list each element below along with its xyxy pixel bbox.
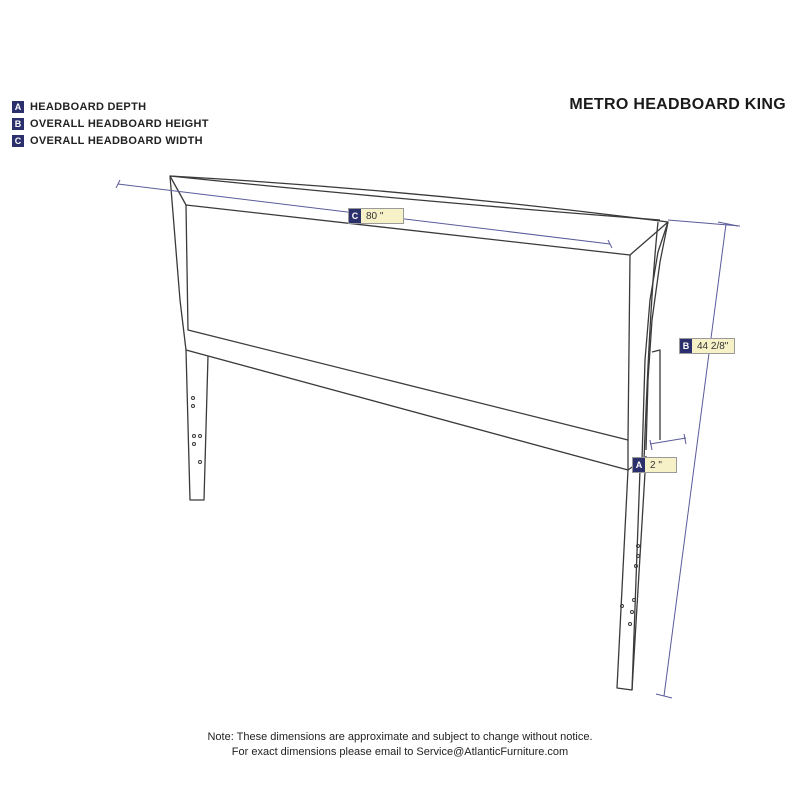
leg-hole [621,605,624,608]
leg-hole [637,545,640,548]
depth-callout [632,457,677,473]
depth-dimension-line [650,438,686,444]
height-extension-top [668,220,740,226]
height-callout [679,338,735,354]
leg-hole [629,623,632,626]
legend-key-c: C [12,135,24,147]
headboard-inner-panel [186,205,630,440]
leg-hole [193,435,196,438]
leg-hole [631,611,634,614]
headboard-outer-frame [170,176,668,470]
legend-key-a: A [12,101,24,113]
legend-key-b: B [12,118,24,130]
leg-hole [637,555,640,558]
width-callout-value: 80 " [366,210,384,222]
width-callout [348,208,404,224]
disclaimer-note [0,730,800,760]
legend-label-height: OVERALL HEADBOARD HEIGHT [30,117,209,130]
depth-callout-value: 2 " [650,459,662,471]
back-post [652,350,660,440]
leg-hole [192,397,195,400]
height-callout-key: B [680,339,692,353]
width-callout-key: C [349,209,361,223]
depth-callout-key: A [633,458,645,472]
leg-hole [193,443,196,446]
legend-label-width: OVERALL HEADBOARD WIDTH [30,134,203,147]
left-leg [186,350,208,500]
headboard-top-rail [170,176,660,220]
leg-hole [199,461,202,464]
page-title: METRO HEADBOARD KING [569,96,786,113]
right-leg [617,456,646,690]
depth-tick-right [684,434,686,444]
leg-hole [199,435,202,438]
leg-hole [633,599,636,602]
leg-hole [192,405,195,408]
depth-tick-left [650,440,652,450]
legend-label-depth: HEADBOARD DEPTH [30,100,147,113]
note-line-1: Note: These dimensions are approximate and subject to change without notice. [207,731,593,743]
note-line-2: For exact dimensions please email to Service@AtlanticFurniture.com [231,746,569,758]
height-callout-value: 44 2/8" [697,340,729,352]
